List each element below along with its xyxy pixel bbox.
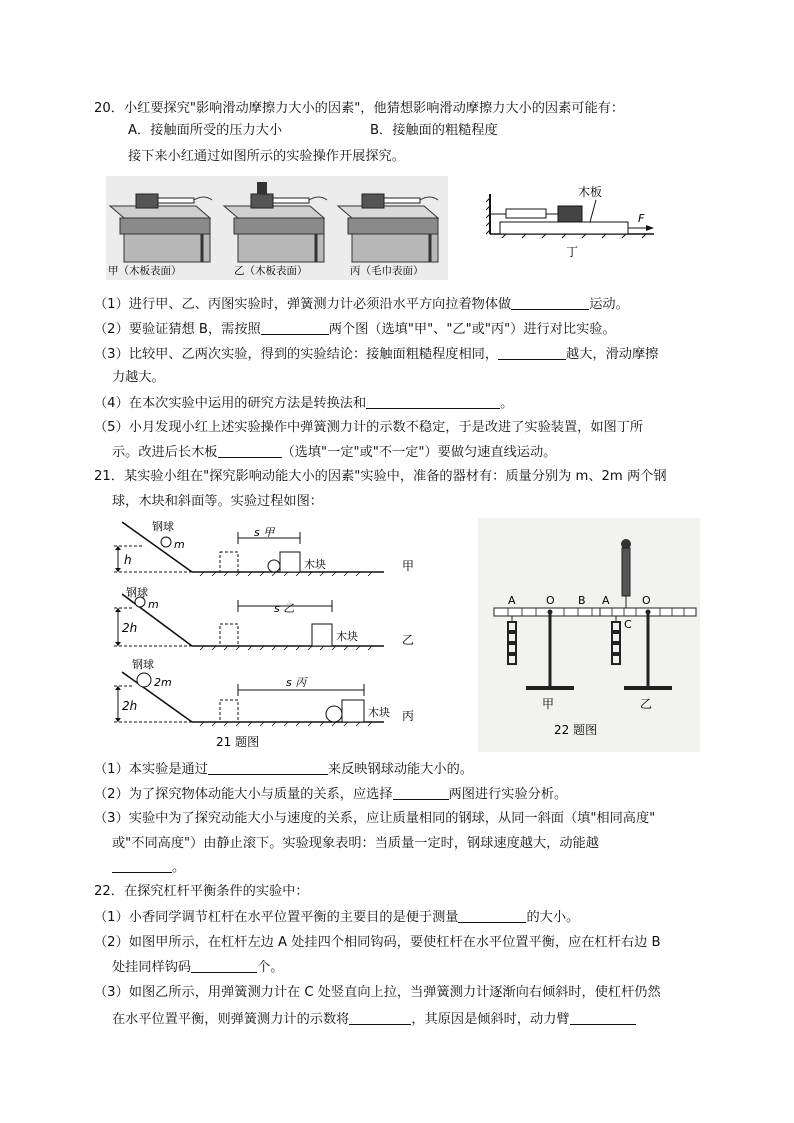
q21-stem-2: 球，木块和斜面等。实验过程如图：: [112, 494, 323, 509]
label-jia-surface: 甲（木板表面）: [108, 265, 182, 277]
lever-jia-label-B: B: [578, 594, 586, 607]
lever-jia-caption: 甲: [542, 697, 555, 711]
q21-sub3-cont2: 。: [112, 858, 185, 877]
lever-yi-label-A: A: [602, 594, 610, 607]
q21-sub2: （2）为了探究物体动能大小与质量的关系，应选择 两图进行实验分析。: [94, 787, 568, 802]
q20-figure-friction: [106, 176, 448, 280]
block-label-jia: 木块: [304, 558, 326, 571]
ding-force-label: F: [638, 212, 645, 225]
height-label-bing: 2h: [122, 699, 138, 713]
block-label-yi: 木块: [336, 630, 358, 643]
q20-stem: 20．小红要探究"影响滑动摩擦力大小的因素"，他猜想影响滑动摩擦力大小的因素可能有：: [94, 101, 625, 116]
height-label-jia: h: [124, 553, 132, 567]
q22-sub3-cont: 在水平位置平衡，则弹簧测力计的示数将 ，其原因是倾斜时，动力臂: [112, 1010, 636, 1029]
q20-sub5-cont: 示。改进后长木板 （选填"一定"或"不一定"）要做匀速直线运动。: [112, 445, 557, 460]
q22-sub3: （3）如图乙所示，用弹簧测力计在 C 处竖直向上拉，当弹簧测力计逐渐向右倾斜时，使杠杆仍然: [94, 985, 661, 1000]
lever-jia-label-O: O: [546, 594, 555, 607]
q22-figure: [478, 518, 700, 752]
q22-sub2: （2）如图甲所示，在杠杆左边 A 处挂四个相同钩码，要使杠杆在水平位置平衡，应在杠杆右边 B: [94, 935, 661, 950]
distance-label-bing: s 丙: [286, 676, 307, 689]
lever-yi-label-O: O: [642, 594, 651, 607]
q22-figure-caption: 22 题图: [554, 723, 598, 737]
q20-figure-ding: [486, 180, 658, 264]
label-bing-surface: 丙（毛巾表面）: [350, 265, 424, 277]
ball-label-bing: 钢球: [132, 658, 154, 671]
mass-label-yi: m: [148, 598, 159, 611]
q22-sub2-cont: 处挂同样钩码 个。: [112, 960, 284, 975]
q21-figure-caption: 21 题图: [216, 735, 260, 749]
distance-label-jia: s 甲: [254, 526, 275, 539]
q20-sub3: （3）比较甲、乙两次实验，得到的实验结论：接触面粗糙程度相同， 越大，滑动摩擦: [94, 347, 659, 362]
label-yi-surface: 乙（木板表面）: [234, 265, 308, 277]
ball-label-jia: 钢球: [152, 520, 174, 533]
mass-label-jia: m: [174, 538, 185, 551]
q21-sub3-cont: 或"不同高度"）由静止滚下。实验现象表明：当质量一定时，钢球速度越大，动能越: [112, 836, 599, 851]
ding-board-label: 木板: [578, 185, 603, 199]
q22-sub1: （1）小香同学调节杠杆在水平位置平衡的主要目的是便于测量 的大小。: [94, 910, 580, 925]
q20-option-b: B．接触面的粗糙程度: [370, 123, 498, 138]
row-label-jia: 甲: [402, 559, 415, 573]
q20-next: 接下来小红通过如图所示的实验操作开展探究。: [128, 149, 405, 164]
height-label-yi: 2h: [122, 621, 138, 635]
q22-stem: 22．在探究杠杆平衡条件的实验中：: [94, 884, 309, 899]
block-label-bing: 木块: [368, 706, 390, 719]
mass-label-bing: 2m: [154, 676, 172, 689]
q21-sub3: （3）实验中为了探究动能大小与速度的关系，应让质量相同的钢球，从同一斜面（填"相同高度": [94, 811, 656, 826]
q21-stem-1: 21．某实验小组在"探究影响动能大小的因素"实验中，准备的器材有：质量分别为 m、2m 两个钢: [94, 469, 667, 484]
lever-yi-label-C: C: [624, 618, 632, 631]
q21-figure: [104, 514, 434, 754]
q21-sub1: （1）本实验是通过 来反映钢球动能大小的。: [94, 762, 473, 777]
distance-label-yi: s 乙: [274, 602, 295, 615]
q20-option-a: A．接触面所受的压力大小: [128, 123, 283, 138]
q20-sub1: （1）进行甲、乙、丙图实验时，弹簧测力计必须沿水平方向拉着物体做 运动。: [94, 297, 629, 312]
q20-sub5: （5）小月发现小红上述实验操作中弹簧测力计的示数不稳定，于是改进了实验装置，如图丁所: [94, 420, 644, 435]
row-label-bing: 丙: [402, 709, 415, 723]
ball-label-yi: 钢球: [126, 586, 148, 599]
q20-sub4: （4）在本次实验中运用的研究方法是转换法和 。: [94, 396, 514, 411]
q20-sub2: （2）要验证猜想 B，需按照 两个图（选填"甲"、"乙"或"丙"）进行对比实验。: [94, 322, 616, 337]
ding-caption: 丁: [566, 245, 579, 259]
lever-yi-caption: 乙: [640, 697, 653, 711]
lever-jia-label-A: A: [508, 594, 516, 607]
q20-sub3-cont: 力越大。: [112, 370, 165, 385]
row-label-yi: 乙: [402, 633, 415, 647]
